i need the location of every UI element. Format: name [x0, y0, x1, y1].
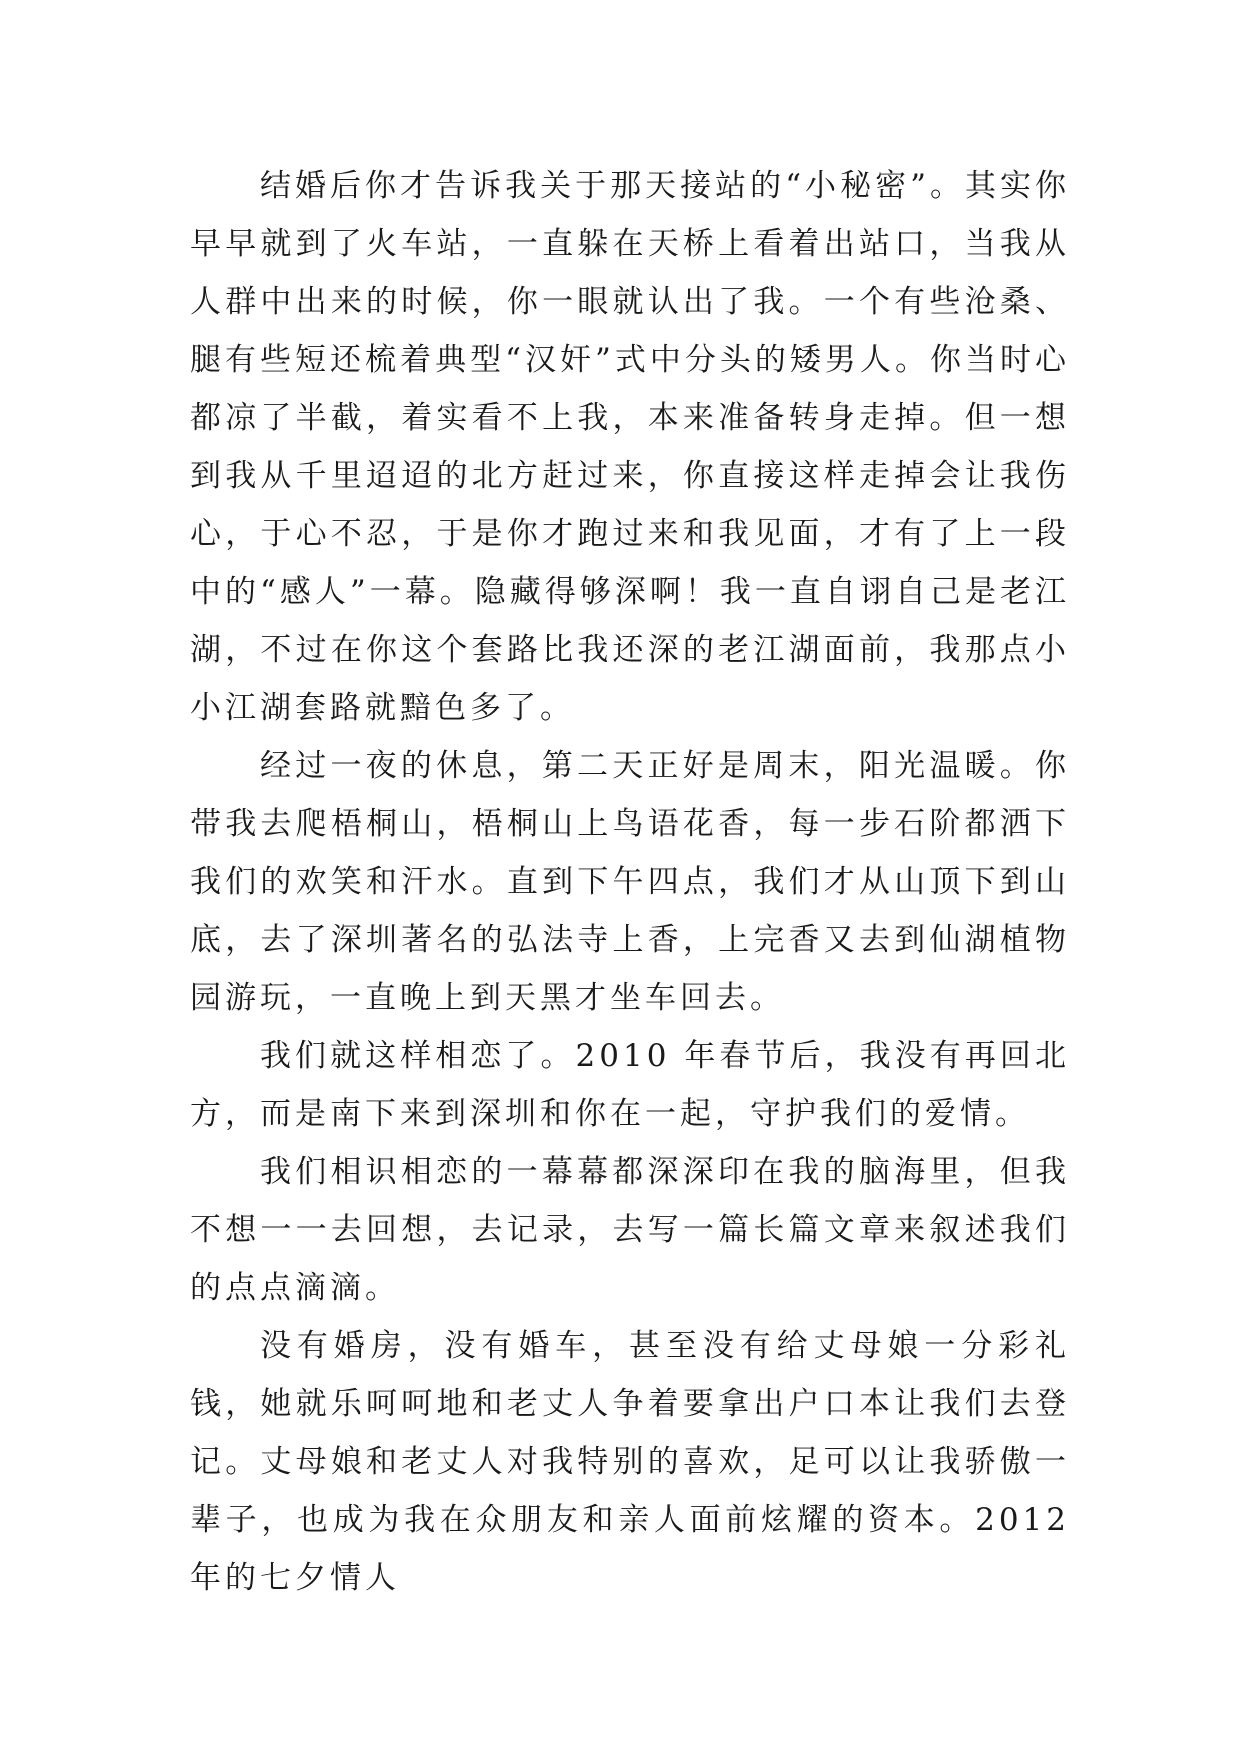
paragraph-3: 我们就这样相恋了。2010 年春节后，我没有再回北方，而是南下来到深圳和你在一起，守护我们的爱情。 [190, 1038, 1070, 1132]
paragraph-1: 结婚后你才告诉我关于那天接站的“小秘密”。其实你早早就到了火车站，一直躲在天桥上看着出站口，当我从人群中出来的时候，你一眼就认出了我。一个有些沧桑、腿有些短还梳着典型“汉奸”式中分头的矮男人。你当时心都凉了半截，着实看不上我，本来准备转身走掉。但一想到我从千里迢迢的北方赶过来，你直接这样走掉会让我伤心，于心不忍，于是你才跑过来和我见面，才有了上一段中的“感人”一幕。隐藏得够深啊！我一直自诩自己是老江湖，不过在你这个套路比我还深的老江湖面前，我那点小小江湖套路就黯色多了。 [190, 168, 1070, 726]
body-text [190, 157, 1070, 1607]
paragraph-5: 没有婚房，没有婚车，甚至没有给丈母娘一分彩礼钱，她就乐呵呵地和老丈人争着要拿出户口本让我们去登记。丈母娘和老丈人对我特别的喜欢，足可以让我骄傲一辈子，也成为我在众朋友和亲人面前炫耀的资本。2012 年的七夕情人 [190, 1328, 1070, 1596]
paragraph-4: 我们相识相恋的一幕幕都深深印在我的脑海里，但我不想一一去回想，去记录，去写一篇长篇文章来叙述我们的点点滴滴。 [190, 1154, 1070, 1306]
paragraph-2: 经过一夜的休息，第二天正好是周末，阳光温暖。你带我去爬梧桐山，梧桐山上鸟语花香，每一步石阶都洒下我们的欢笑和汗水。直到下午四点，我们才从山顶下到山底，去了深圳著名的弘法寺上香，上完香又去到仙湖植物园游玩，一直晚上到天黑才坐车回去。 [190, 748, 1070, 1016]
